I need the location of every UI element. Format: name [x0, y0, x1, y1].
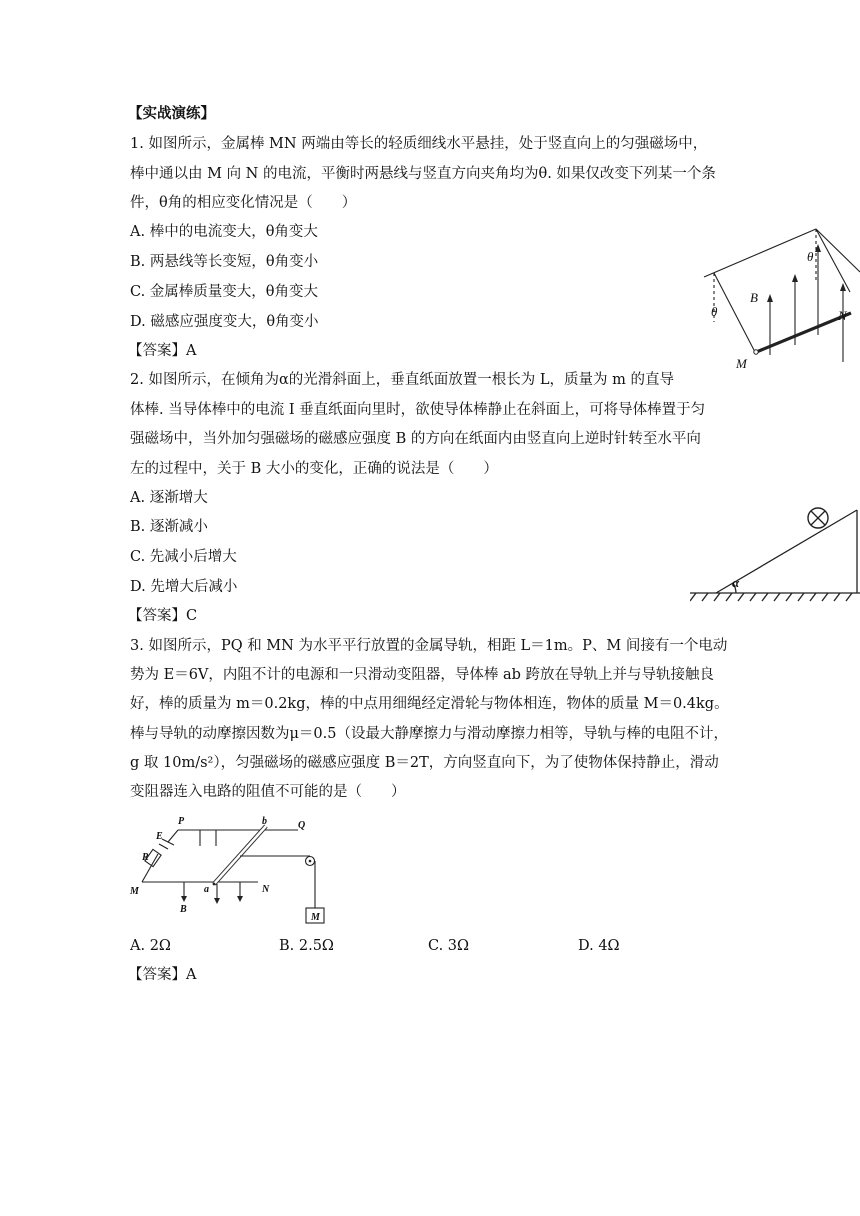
- q2-answer: 【答案】C: [128, 608, 198, 624]
- q1-fig-label-b: B: [750, 290, 758, 305]
- q1-answer: 【答案】A: [128, 343, 197, 359]
- q3-fig-label-field-b: B: [180, 904, 187, 915]
- q1-option-b: B. 两悬线等长变短，θ角变小: [130, 254, 319, 270]
- q3-fig-label-a: a: [204, 884, 209, 895]
- q2-option-d: D. 先增大后减小: [130, 579, 238, 595]
- q3-fig-label-e: E: [156, 831, 163, 842]
- q2-figure: [690, 500, 860, 604]
- q3-fig-label-m: M: [130, 886, 139, 897]
- q3-fig-label-n: N: [262, 884, 270, 895]
- q3-answer: 【答案】A: [128, 967, 197, 983]
- q3-line1: 3. 如图所示，PQ 和 MN 为水平平行放置的金属导轨，相距 L＝1m。P、M 间接有一个电动: [130, 638, 728, 654]
- q1-option-d: D. 磁感应强度变大，θ角变小: [130, 314, 319, 330]
- q3-line6: 变阻器连入电路的阻值不可能的是（ ）: [130, 784, 406, 800]
- q3-option-c: C. 3Ω: [428, 938, 470, 954]
- q2-line3: 强磁场中，当外加匀强磁场的磁感应强度 B 的方向在纸面内由竖直向上逆时针转至水平向: [130, 431, 701, 447]
- q2-option-b: B. 逐渐减小: [130, 519, 208, 535]
- q3-fig-label-p: P: [178, 816, 185, 827]
- q2-line4: 左的过程中，关于 B 大小的变化，正确的说法是（ ）: [130, 461, 498, 477]
- q1-fig-theta-left: θ: [711, 304, 718, 319]
- q3-line3: 好，棒的质量为 m＝0.2kg，棒的中点用细绳经定滑轮与物体相连，物体的质量 M＝0.4kg。: [130, 696, 729, 712]
- q2-fig-label-alpha: α: [732, 575, 740, 590]
- q3-figure: [128, 812, 338, 928]
- q1-fig-label-n: N: [838, 308, 847, 323]
- q1-figure: [690, 212, 860, 372]
- q1-fig-theta-right: θ: [807, 249, 814, 264]
- q3-option-b: B. 2.5Ω: [279, 938, 334, 954]
- q3-option-d: D. 4Ω: [578, 938, 620, 954]
- q3-line2: 势为 E＝6V，内阻不计的电源和一只滑动变阻器，导体棒 ab 跨放在导轨上并与导轨接触良: [130, 667, 715, 683]
- q2-line2: 体棒. 当导体棒中的电流 I 垂直纸面向里时，欲使导体棒静止在斜面上，可将导体棒置于匀: [130, 402, 706, 418]
- q1-option-a: A. 棒中的电流变大，θ角变大: [130, 224, 318, 240]
- q1-option-c: C. 金属棒质量变大，θ角变大: [130, 284, 319, 300]
- q3-fig-label-mass: M: [311, 912, 320, 923]
- q2-line1: 2. 如图所示，在倾角为α的光滑斜面上，垂直纸面放置一根长为 L，质量为 m 的直导: [130, 372, 674, 388]
- q1-line2: 棒中通以由 M 向 N 的电流，平衡时两悬线与竖直方向夹角均为θ. 如果仅改变下列某一个条: [130, 166, 716, 182]
- q3-fig-label-b: b: [262, 816, 267, 827]
- q3-line5: g 取 10m/s²），匀强磁场的磁感应强度 B＝2T，方向竖直向下，为了使物体保持静止，滑动: [130, 755, 719, 771]
- section-title: 【实战演练】: [128, 105, 215, 122]
- q2-option-c: C. 先减小后增大: [130, 549, 237, 565]
- q1-line1: 1. 如图所示，金属棒 MN 两端由等长的轻质细线水平悬挂，处于竖直向上的匀强磁场中，: [130, 136, 708, 152]
- q3-fig-label-r: R: [142, 852, 149, 863]
- q3-line4: 棒与导轨的动摩擦因数为μ＝0.5（设最大静摩擦力与滑动摩擦力相等，导轨与棒的电阻不计，: [130, 726, 728, 742]
- q1-fig-label-m: M: [736, 356, 747, 371]
- q1-line3: 件，θ角的相应变化情况是（ ）: [130, 195, 357, 211]
- q3-option-a: A. 2Ω: [130, 938, 171, 954]
- q2-option-a: A. 逐渐增大: [130, 490, 208, 506]
- q3-fig-label-q: Q: [298, 820, 306, 831]
